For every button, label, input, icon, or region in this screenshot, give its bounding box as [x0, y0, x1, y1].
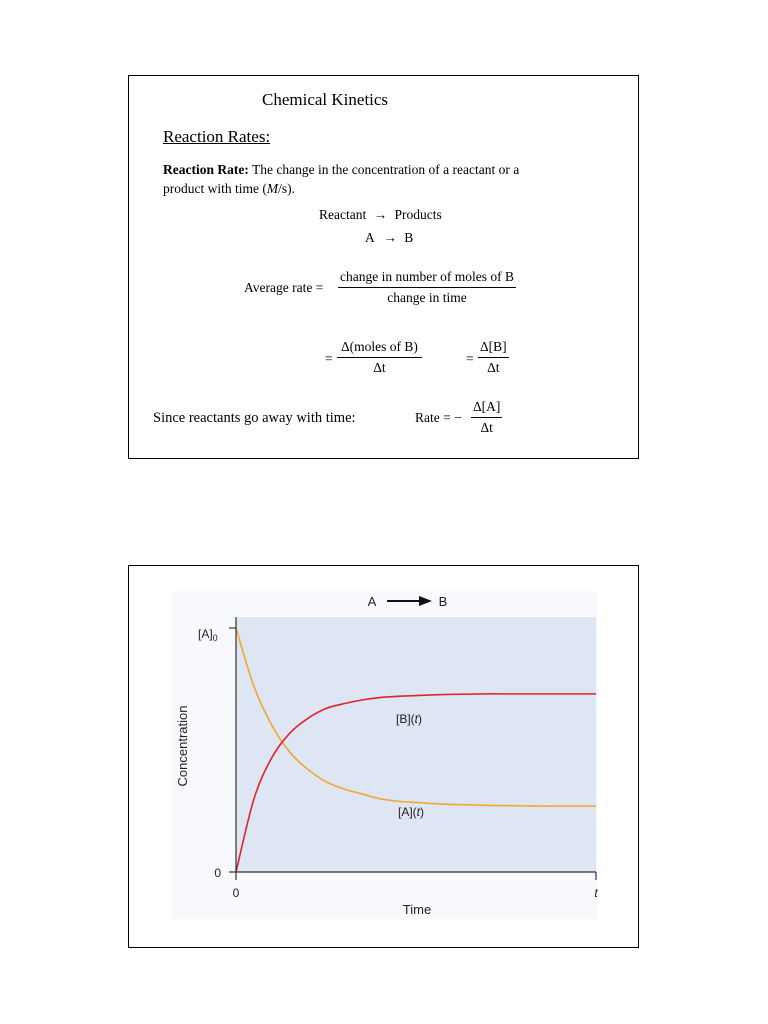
series-label-b — [396, 712, 422, 726]
average-rate-fraction — [338, 269, 516, 306]
series-label-b-italic: t — [414, 712, 419, 726]
x-tick-t: t — [594, 886, 598, 900]
definition-term: Reaction Rate: — [163, 162, 249, 177]
reactant-label: Reactant — [319, 207, 367, 222]
series-label-a-end: ) — [420, 805, 425, 819]
reaction-arrow-ab: → — [383, 230, 397, 245]
x-axis-label: Time — [402, 902, 432, 917]
y-tick-a0-sub: 0 — [212, 633, 218, 643]
plot-area — [236, 617, 596, 872]
since-text: Since reactants go away with time: — [153, 410, 356, 426]
rate-numerator: Δ[A] — [471, 399, 502, 418]
conc-fraction — [478, 339, 509, 376]
conc-eq-sign: = — [466, 351, 474, 366]
y-tick-0: 0 — [214, 866, 221, 880]
moles-fraction — [337, 339, 422, 376]
average-rate-numerator: change in number of moles of B — [338, 269, 516, 288]
conc-denominator: Δt — [487, 360, 500, 375]
series-label-b-end: ) — [418, 712, 423, 726]
species-a: A — [365, 230, 375, 245]
slide-concentration-chart — [128, 565, 639, 948]
x-tick-0: 0 — [232, 886, 240, 900]
definition-unit-italic: M — [266, 181, 279, 196]
concentration-time-chart — [129, 566, 638, 947]
series-label-a-main: [A]( — [398, 805, 417, 819]
rate-fraction — [471, 399, 502, 436]
products-label: Products — [394, 207, 442, 222]
species-b: B — [404, 230, 414, 245]
conc-numerator: Δ[B] — [478, 339, 509, 358]
reaction-general — [319, 207, 442, 223]
definition-line-1 — [163, 160, 519, 179]
rate-lhs: Rate = − — [415, 410, 462, 425]
average-rate-denominator: change in time — [387, 290, 467, 305]
moles-numerator: Δ(moles of B) — [337, 339, 422, 358]
y-axis-label: Concentration — [175, 705, 190, 787]
series-label-a-italic: t — [416, 805, 421, 819]
definition-text-1: The change in the concentration of a reactant or a — [248, 162, 520, 177]
reaction-arrow: → — [373, 207, 388, 222]
definition-text-2a: product with time ( — [163, 181, 267, 196]
average-rate-lhs: Average rate = — [244, 280, 324, 295]
rate-denominator: Δt — [480, 420, 493, 435]
title-species-b: B — [438, 594, 448, 609]
moles-denominator: Δt — [373, 360, 386, 375]
series-label-a — [398, 805, 424, 819]
y-tick-a0-main: [A] — [198, 627, 213, 641]
reaction-specific — [365, 230, 413, 246]
definition-line-2 — [163, 179, 295, 198]
slide-chemical-kinetics — [128, 75, 639, 459]
slide-title: Chemical Kinetics — [262, 90, 389, 109]
section-heading: Reaction Rates: — [163, 127, 271, 146]
definition-text-2b: /s). — [278, 181, 295, 196]
title-species-a: A — [367, 594, 377, 609]
moles-eq-sign: = — [325, 351, 333, 366]
series-label-b-main: [B]( — [396, 712, 415, 726]
